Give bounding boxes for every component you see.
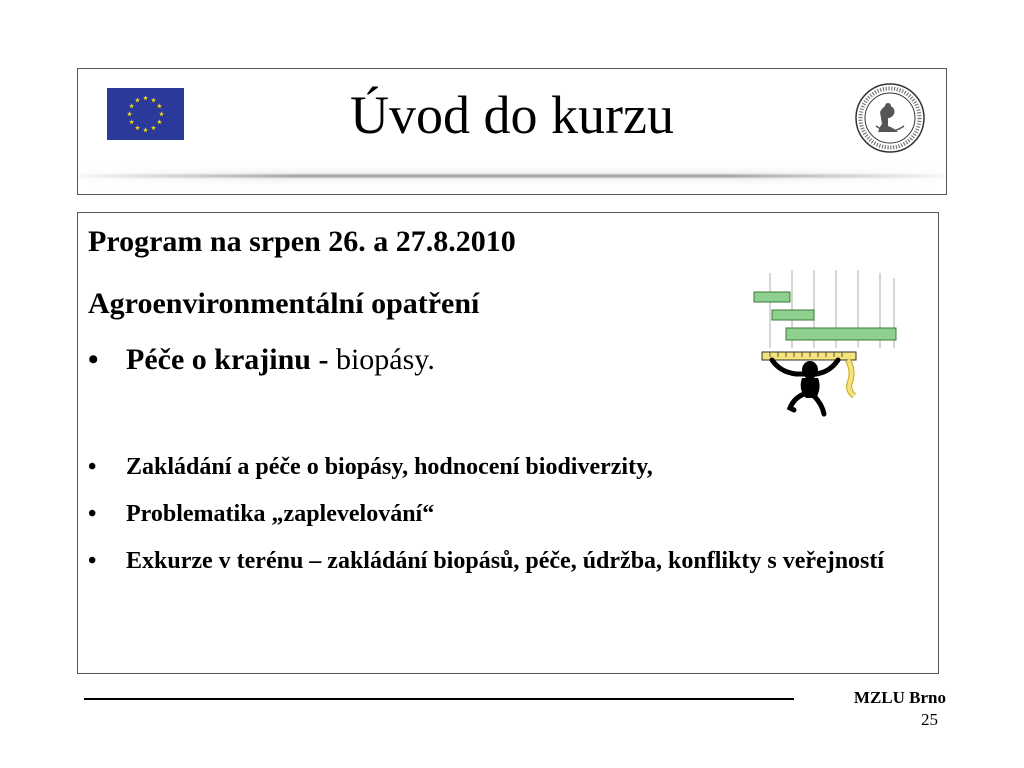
header-frame-bottom-line (77, 194, 947, 195)
bullet-glyph: • (88, 501, 97, 527)
program-heading: Program na srpen 26. a 27.8.2010 (88, 225, 516, 258)
bullet-glyph: • (88, 343, 99, 376)
list-item (88, 452, 908, 482)
list-item (88, 499, 908, 529)
list-item-text: Problematika „zaplevelování“ (126, 501, 435, 527)
page-number: 25 (921, 710, 938, 729)
header-divider-fade (78, 166, 946, 186)
footer-rule (84, 698, 794, 700)
list-item-text: Zakládání a péče o biopásy, hodnocení biodiverzity, (126, 454, 653, 480)
person-lifting-bars-clipart (748, 268, 900, 418)
bullet-glyph: • (88, 548, 97, 574)
topic-heading: Agroenvironmentální opatření (88, 287, 480, 320)
sub-bullet-list (88, 452, 908, 593)
list-item (88, 546, 908, 576)
list-item-text: Exkurze v terénu – zakládání biopásů, péče, údržba, konflikty s veřejností (126, 548, 885, 574)
footer-brand: MZLU Brno (853, 688, 946, 707)
main-bullet (88, 340, 435, 380)
slide-title: Úvod do kurzu (350, 85, 674, 145)
bullet-glyph: • (88, 454, 97, 480)
university-seal-icon (854, 82, 926, 154)
main-bullet-bold: Péče o krajinu - (126, 343, 336, 376)
main-bullet-normal: biopásy. (335, 343, 435, 376)
